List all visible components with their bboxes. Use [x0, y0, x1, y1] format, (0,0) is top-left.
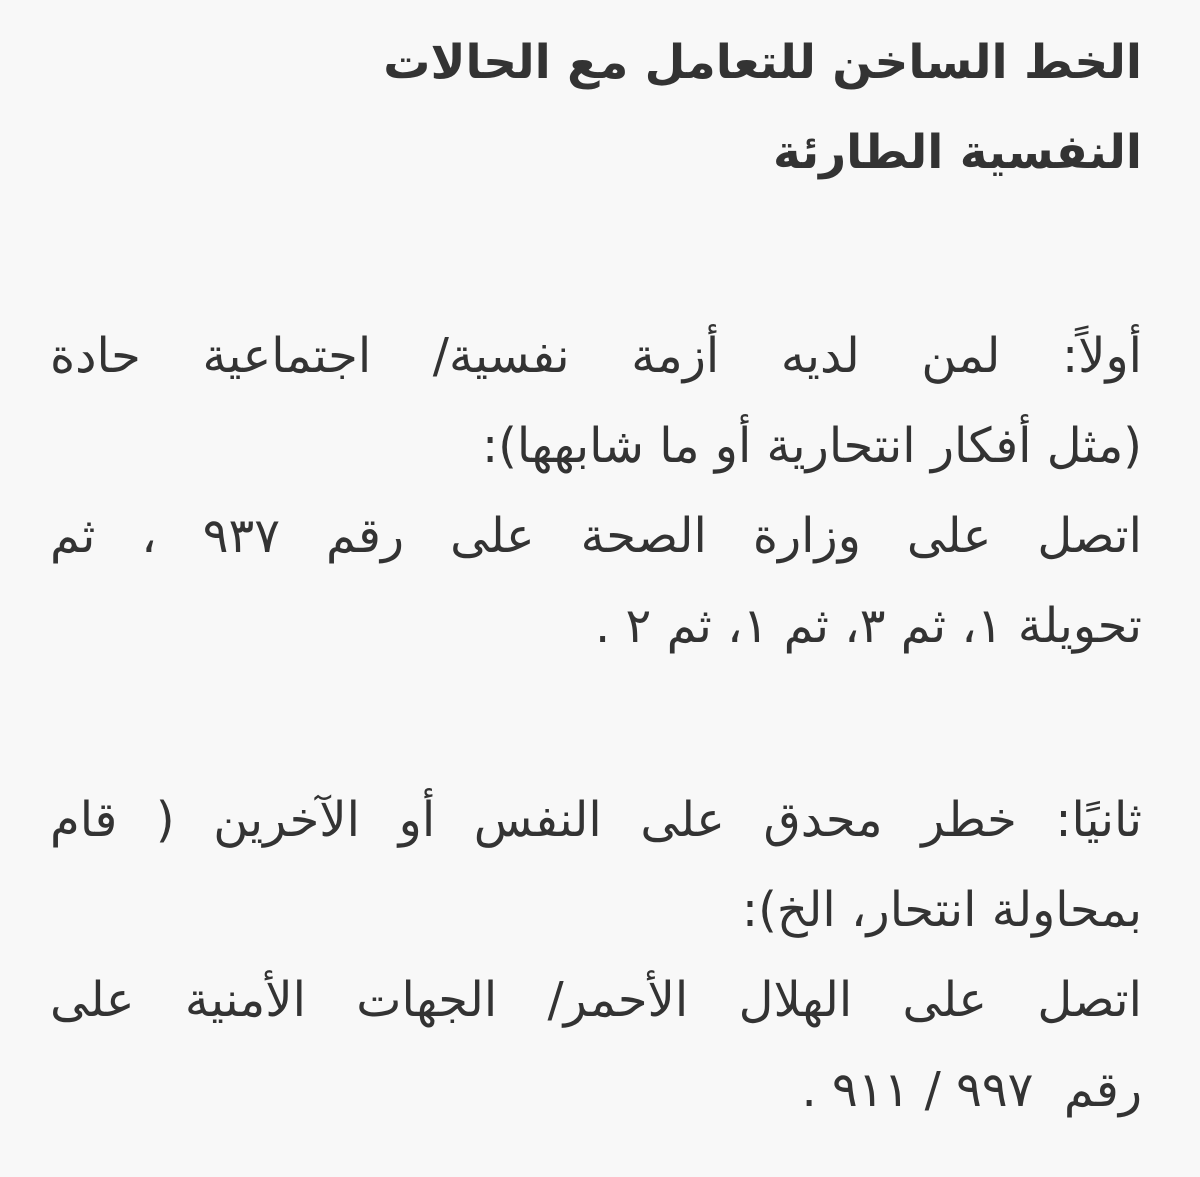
- section-line: رقم ٩٩٧ / ٩١١ .: [801, 1062, 1142, 1118]
- section-line: اتصل على وزارة الصحة على رقم ٩٣٧ ، ثم: [50, 508, 1143, 564]
- section-line: ثانيًا: خطر محدق على النفس أو الآخرين ( قام: [50, 792, 1142, 848]
- section-line: أولاً: لمن لديه أزمة نفسية/ اجتماعية حادة: [50, 328, 1142, 384]
- section-line: تحويلة ١، ثم ٣، ثم ١، ثم ٢ .: [595, 598, 1142, 654]
- section-line: اتصل على الهلال الأحمر/ الجهات الأمنية على: [50, 972, 1142, 1028]
- section-imminent-danger: [50, 775, 1142, 1135]
- section-line: (مثل أفكار انتحارية أو ما شابهها):: [481, 418, 1142, 474]
- section-line: بمحاولة انتحار، الخ):: [741, 882, 1142, 938]
- title-line: الخط الساخن للتعامل مع الحالات: [383, 35, 1142, 90]
- section-psychological-crisis: [50, 311, 1142, 671]
- document-title: [50, 18, 1142, 198]
- title-line: النفسية الطارئة: [772, 125, 1142, 180]
